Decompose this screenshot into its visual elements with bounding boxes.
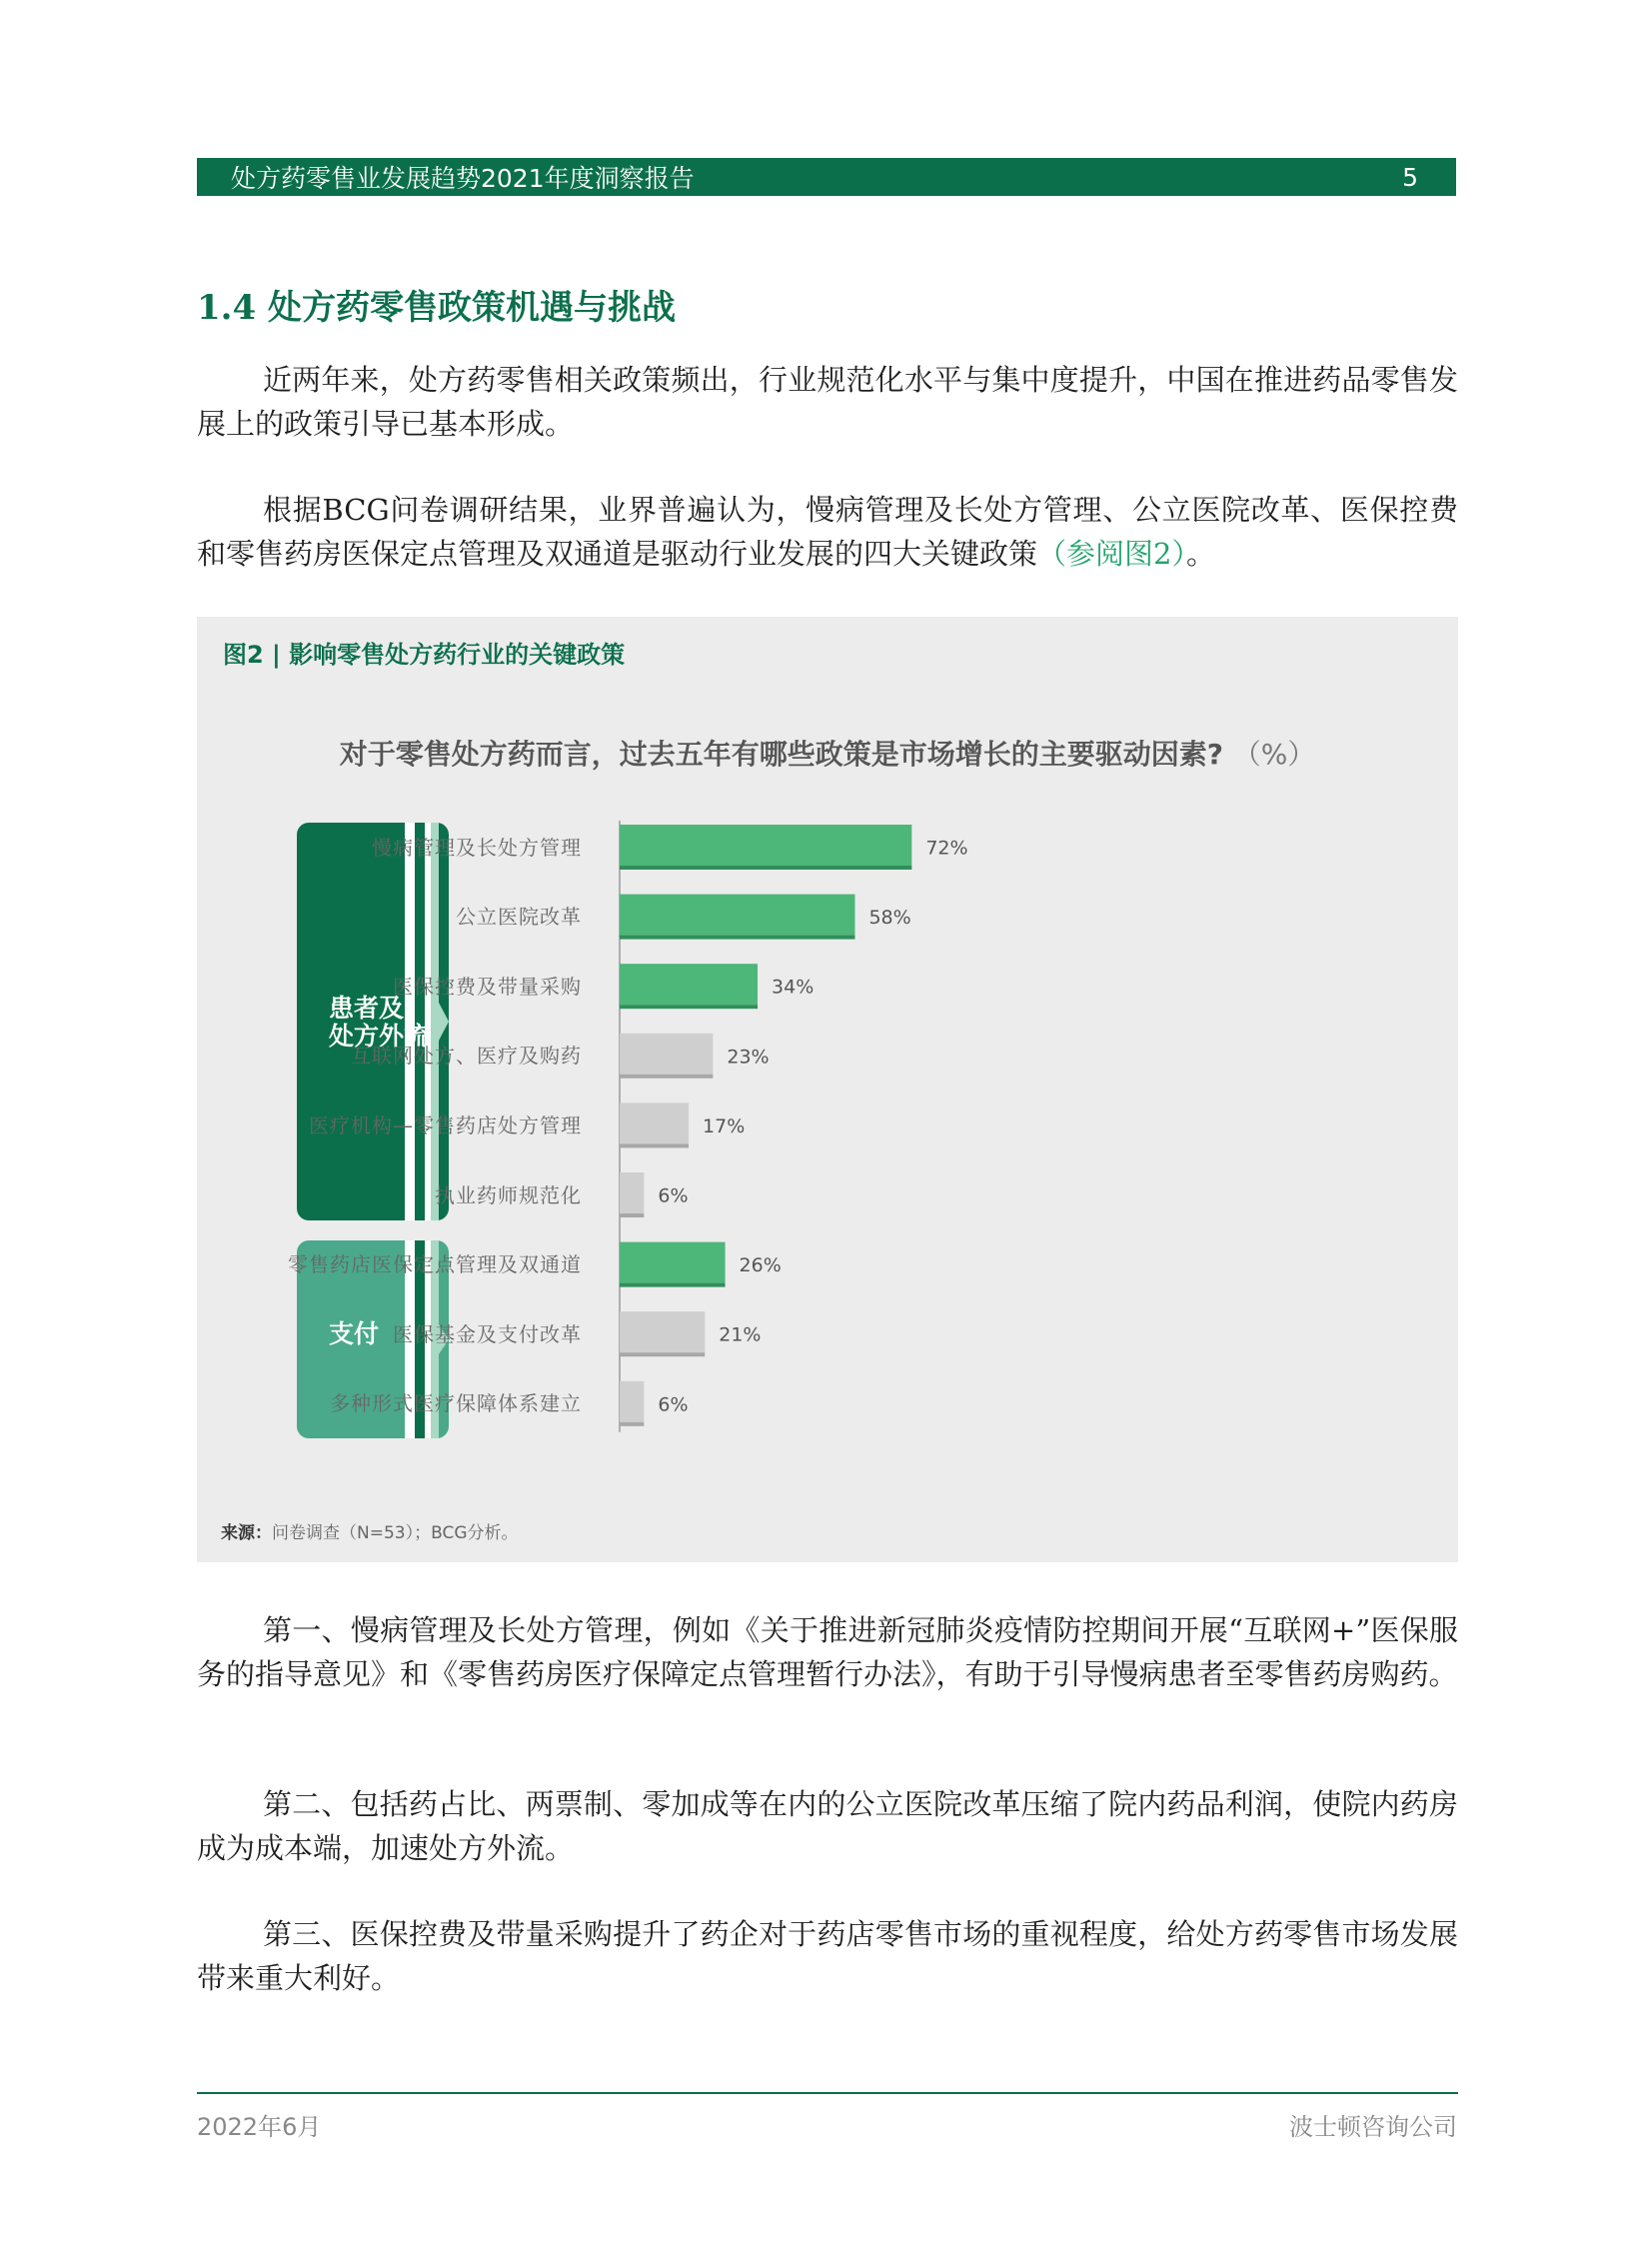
bar-value-label-1: 72% <box>925 837 968 860</box>
header-bar <box>197 158 1456 196</box>
source-label: 来源： <box>221 1523 272 1543</box>
bar-4 <box>620 1034 713 1075</box>
page-number: 5 <box>1402 162 1418 192</box>
paragraph-1: 近两年来，处方药零售相关政策频出，行业规范化水平与集中度提升，中国在推进药品零售发展上的政策引导已基本形成。 <box>197 363 1458 441</box>
bar-shadow-9 <box>620 1422 644 1426</box>
bar-shadow-3 <box>620 1005 758 1009</box>
bar-value-label-9: 6% <box>658 1393 689 1416</box>
chart-question: 对于零售处方药而言，过去五年有哪些政策是市场增长的主要驱动因素? <box>339 738 1223 771</box>
category-label-5: 医疗机构—零售药店处方管理 <box>309 1113 582 1137</box>
section-title: 1.4 处方药零售政策机遇与挑战 <box>197 288 676 328</box>
bar-8 <box>620 1311 705 1352</box>
bar-3 <box>620 964 758 1005</box>
bar-value-label-4: 23% <box>727 1046 770 1069</box>
figure-reference-link[interactable]: （参阅图2） <box>1037 537 1186 571</box>
bar-shadow-6 <box>620 1213 644 1217</box>
bar-value-label-5: 17% <box>703 1115 746 1137</box>
group-label-payment: 支付 <box>329 1319 380 1348</box>
paragraph-2 <box>197 488 1458 576</box>
bar-9 <box>620 1381 644 1422</box>
category-label-7: 零售药店医保定点管理及双通道 <box>288 1252 582 1277</box>
bar-2 <box>620 895 854 936</box>
bar-shadow-7 <box>620 1283 726 1287</box>
category-label-4: 互联网处方、医疗及购药 <box>351 1044 582 1069</box>
bar-shadow-1 <box>620 866 911 870</box>
bar-chart <box>197 617 1458 1562</box>
category-label-1: 慢病管理及长处方管理 <box>372 835 582 860</box>
bar-7 <box>620 1242 726 1283</box>
bar-value-label-7: 26% <box>739 1254 782 1277</box>
bar-1 <box>620 825 911 866</box>
bar-value-label-3: 34% <box>772 976 815 999</box>
bar-shadow-4 <box>620 1075 713 1079</box>
category-label-6: 执业药师规范化 <box>435 1182 582 1207</box>
footer-company: 波士顿咨询公司 <box>1289 2113 1457 2141</box>
figure-title: 图2 | 影响零售处方药行业的关键政策 <box>223 641 626 669</box>
category-label-8: 医保基金及支付改革 <box>393 1321 582 1346</box>
bar-shadow-8 <box>620 1352 705 1356</box>
bar-5 <box>620 1103 689 1143</box>
category-label-2: 公立医院改革 <box>456 905 582 930</box>
figure-2 <box>197 617 1458 1562</box>
figure-source <box>221 1518 519 1543</box>
category-label-9: 多种形式医疗保障体系建立 <box>330 1391 582 1416</box>
bar-value-label-8: 21% <box>719 1323 762 1346</box>
group-label-outflow-line1: 患者及 <box>329 994 405 1023</box>
source-text: 问卷调查（N=53）；BCG分析。 <box>272 1523 519 1543</box>
category-label-3: 医保控费及带量采购 <box>393 974 582 999</box>
group-label-outflow-line2: 处方外流 <box>329 1022 430 1051</box>
header-title: 处方药零售业发展趋势2021年度洞察报告 <box>231 164 695 193</box>
bar-value-label-2: 58% <box>868 907 911 930</box>
paragraph-4: 第二、包括药占比、两票制、零加成等在内的公立医院改革压缩了院内药品利润，使院内药房成为成本端，加速处方外流。 <box>197 1787 1458 1865</box>
footer-divider <box>197 2092 1458 2094</box>
bar-shadow-5 <box>620 1143 689 1147</box>
bar-shadow-2 <box>620 936 854 940</box>
paragraph-2-text: 根据BCG问卷调研结果，业界普遍认为，慢病管理及长处方管理、公立医院改革、医保控费和零售药房医保定点管理及双通道是驱动行业发展的四大关键政策 <box>197 493 1458 571</box>
paragraph-2-end: 。 <box>1185 537 1215 571</box>
footer-date: 2022年6月 <box>197 2113 322 2141</box>
paragraph-3: 第一、慢病管理及长处方管理，例如《关于推进新冠肺炎疫情防控期间开展“互联网+”医保服务的指导意见》和《零售药房医疗保障定点管理暂行办法》，有助于引导慢病患者至零售药房购药。 <box>197 1613 1458 1691</box>
bar-6 <box>620 1172 644 1213</box>
bar-value-label-6: 6% <box>658 1184 689 1207</box>
chart-unit: （%） <box>1232 738 1316 771</box>
paragraph-5: 第三、医保控费及带量采购提升了药企对于药店零售市场的重视程度，给处方药零售市场发展带来重大利好。 <box>197 1917 1458 1995</box>
